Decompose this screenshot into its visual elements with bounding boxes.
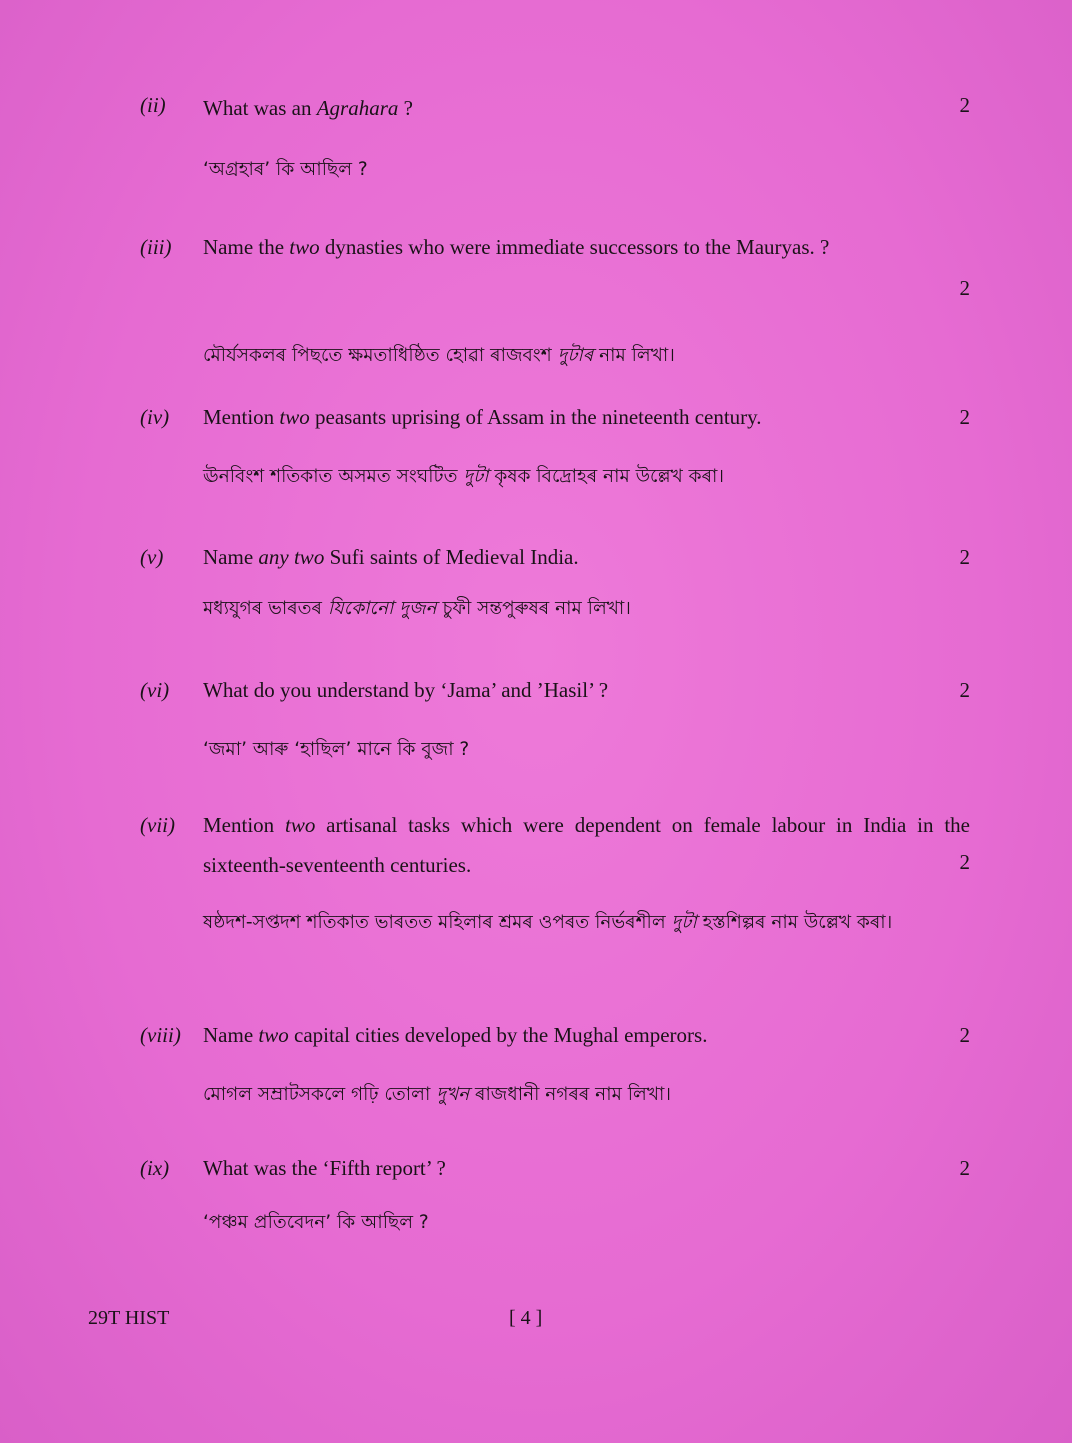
question-marks: 2 [959,678,970,702]
question-text-assamese: মোগল সম্ৰাটসকলে গঢ়ি তোলা দুখন ৰাজধানী নগৰৰ নাম লিখা। [203,1084,671,1105]
question-number: (vii) [140,813,175,837]
question-number: (viii) [140,1023,181,1047]
question-text-assamese: ‘পঞ্চম প্ৰতিবেদন’ কি আছিল ? [203,1212,429,1233]
question-marks: 2 [959,93,970,117]
question-marks: 2 [959,405,970,429]
question-number: (iii) [140,235,172,259]
question-number: (iv) [140,405,170,429]
question-text-english: Mention two peasants uprising of Assam in the nineteenth century. [203,405,762,429]
question-marks: 2 [959,850,970,874]
question-number: (v) [140,545,164,569]
question-text-english: Name two capital cities developed by the Mughal emperors. [203,1023,708,1047]
question-text-english: What was an Agrahara ? [203,96,413,120]
question-marks: 2 [959,1023,970,1047]
question-text-english: What was the ‘Fifth report’ ? [203,1156,446,1180]
question-marks: 2 [959,276,970,300]
question-text-english: Name any two Sufi saints of Medieval India. [203,545,579,569]
question-text-english: Mention two artisanal tasks which were dependent on female labour in India in the sixteenth-seventeenth centuries. [203,813,970,877]
question-text-assamese: মধ্যযুগৰ ভাৰতৰ যিকোনো দুজন চুফী সন্তপুৰুষৰ নাম লিখা। [203,598,631,619]
question-text-assamese: ঊনবিংশ শতিকাত অসমত সংঘটিত দুটা কৃষক বিদ্ৰোহৰ নাম উল্লেখ কৰা। [203,466,724,487]
question-number: (vi) [140,678,170,702]
question-text-assamese: মৌৰ্যসকলৰ পিছতে ক্ষমতাধিষ্ঠিত হোৱা ৰাজবংশ দুটাৰ নাম লিখা। [203,345,675,366]
page-number: [ 4 ] [509,1307,543,1329]
question-number: (ix) [140,1156,170,1180]
question-text-assamese: ‘অগ্ৰহাৰ’ কি আছিল ? [203,159,368,180]
question-text-assamese: ‘জমা’ আৰু ‘হাছিল’ মানে কি বুজা ? [203,739,470,760]
paper-code: 29T HIST [88,1307,170,1329]
question-text-english: Name the two dynasties who were immediate successors to the Mauryas. ? [203,235,830,259]
question-marks: 2 [959,1156,970,1180]
question-text-english: What do you understand by ‘Jama’ and ’Hasil’ ? [203,678,609,702]
question-text-assamese: ষষ্ঠদশ-সপ্তদশ শতিকাত ভাৰতত মহিলাৰ শ্ৰমৰ ওপৰত নিৰ্ভৰশীল দুটা হস্তশিল্পৰ নাম উল্লেখ কৰা। [203,912,893,933]
question-marks: 2 [959,545,970,569]
question-number: (ii) [140,93,166,117]
